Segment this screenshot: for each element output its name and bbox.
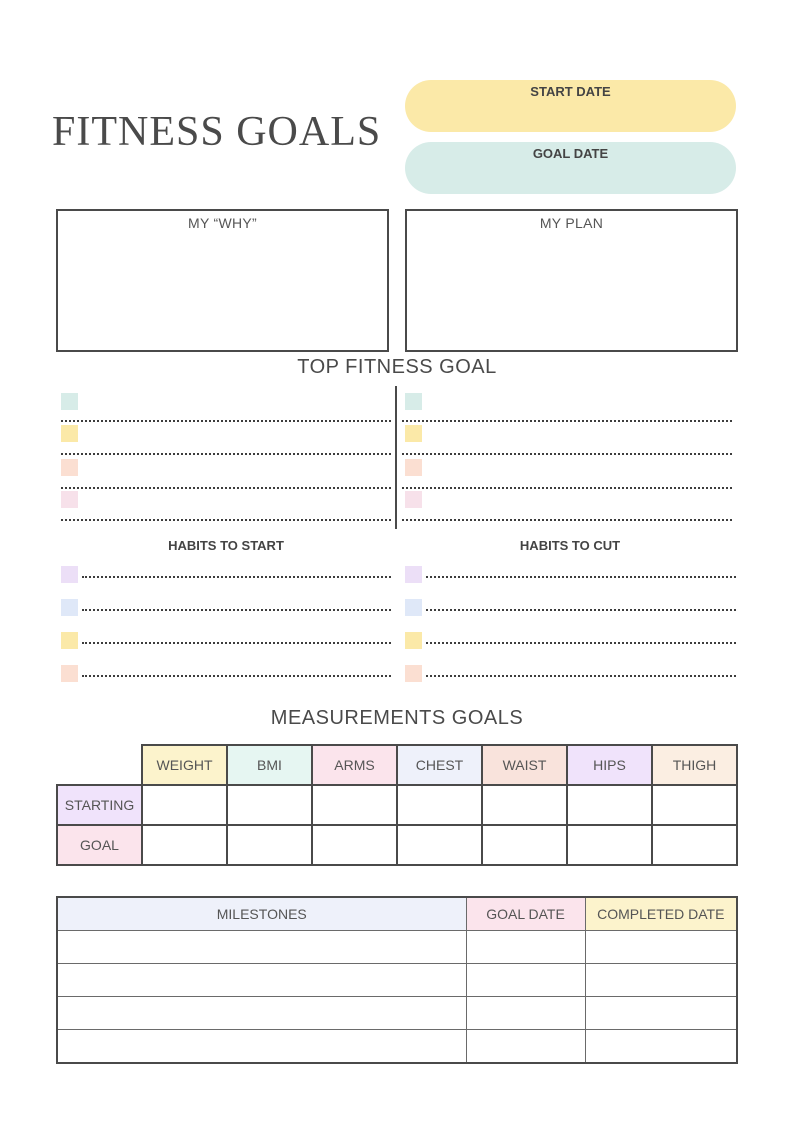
header-weight: WEIGHT bbox=[142, 745, 227, 785]
table-cell[interactable] bbox=[142, 825, 227, 865]
header-waist: WAIST bbox=[482, 745, 567, 785]
table-cell[interactable] bbox=[585, 1030, 737, 1064]
header-completed-date: COMPLETED DATE bbox=[585, 897, 737, 931]
checkbox[interactable] bbox=[61, 393, 78, 410]
table-cell[interactable] bbox=[57, 964, 466, 997]
checkbox[interactable] bbox=[61, 566, 78, 583]
table-cell[interactable] bbox=[466, 1030, 585, 1064]
checkbox[interactable] bbox=[405, 632, 422, 649]
table-cell[interactable] bbox=[466, 964, 585, 997]
milestones-table bbox=[56, 896, 738, 1064]
top-fitness-goal-title: TOP FITNESS GOAL bbox=[297, 356, 497, 378]
header-goal-date: GOAL DATE bbox=[466, 897, 585, 931]
header-chest: CHEST bbox=[397, 745, 482, 785]
table-cell[interactable] bbox=[57, 997, 466, 1030]
checkbox[interactable] bbox=[405, 665, 422, 682]
habit-line[interactable] bbox=[426, 675, 736, 677]
table-cell[interactable] bbox=[397, 825, 482, 865]
habits-to-start-label: HABITS TO START bbox=[168, 538, 284, 553]
table-row bbox=[57, 997, 737, 1030]
goal-line[interactable] bbox=[402, 487, 732, 489]
header-bmi: BMI bbox=[227, 745, 312, 785]
table-cell[interactable] bbox=[466, 931, 585, 964]
table-cell[interactable] bbox=[142, 785, 227, 825]
checkbox[interactable] bbox=[405, 459, 422, 476]
checkbox[interactable] bbox=[405, 491, 422, 508]
checkbox[interactable] bbox=[61, 425, 78, 442]
header-milestones: MILESTONES bbox=[57, 897, 466, 931]
header-hips: HIPS bbox=[567, 745, 652, 785]
goal-line[interactable] bbox=[61, 519, 391, 521]
goal-line[interactable] bbox=[402, 453, 732, 455]
table-row bbox=[57, 785, 737, 825]
table-row bbox=[57, 964, 737, 997]
goal-line[interactable] bbox=[61, 487, 391, 489]
habit-line[interactable] bbox=[82, 642, 391, 644]
table-cell[interactable] bbox=[585, 997, 737, 1030]
checkbox[interactable] bbox=[61, 632, 78, 649]
habit-line[interactable] bbox=[82, 675, 391, 677]
habit-line[interactable] bbox=[426, 576, 736, 578]
habit-line[interactable] bbox=[426, 609, 736, 611]
my-plan-label: MY PLAN bbox=[539, 215, 604, 231]
table-cell[interactable] bbox=[57, 931, 466, 964]
table-row bbox=[57, 825, 737, 865]
habit-line[interactable] bbox=[82, 609, 391, 611]
my-plan-box[interactable] bbox=[405, 209, 738, 352]
table-cell[interactable] bbox=[567, 785, 652, 825]
goal-line[interactable] bbox=[61, 453, 391, 455]
table-row bbox=[57, 1030, 737, 1064]
measurements-table bbox=[56, 744, 738, 866]
row-label-starting: STARTING bbox=[57, 785, 142, 825]
table-cell[interactable] bbox=[585, 964, 737, 997]
checkbox[interactable] bbox=[61, 491, 78, 508]
habits-to-cut-label: HABITS TO CUT bbox=[519, 538, 621, 553]
table-cell[interactable] bbox=[466, 997, 585, 1030]
table-cell[interactable] bbox=[312, 785, 397, 825]
table-cell[interactable] bbox=[482, 785, 567, 825]
divider bbox=[395, 386, 397, 529]
table-cell[interactable] bbox=[585, 931, 737, 964]
table-cell[interactable] bbox=[482, 825, 567, 865]
table-cell[interactable] bbox=[397, 785, 482, 825]
goal-date-field[interactable] bbox=[405, 142, 736, 194]
measurements-goals-title: MEASUREMENTS GOALS bbox=[270, 707, 524, 729]
table-cell[interactable] bbox=[567, 825, 652, 865]
my-why-box[interactable] bbox=[56, 209, 389, 352]
habit-line[interactable] bbox=[426, 642, 736, 644]
goal-line[interactable] bbox=[402, 420, 732, 422]
checkbox[interactable] bbox=[405, 393, 422, 410]
checkbox[interactable] bbox=[405, 599, 422, 616]
goal-date-label: GOAL DATE bbox=[532, 146, 609, 161]
corner-cell bbox=[57, 745, 142, 785]
checkbox[interactable] bbox=[61, 599, 78, 616]
my-why-label: MY “WHY” bbox=[187, 215, 258, 231]
checkbox[interactable] bbox=[405, 425, 422, 442]
start-date-field[interactable] bbox=[405, 80, 736, 132]
checkbox[interactable] bbox=[61, 665, 78, 682]
table-cell[interactable] bbox=[57, 1030, 466, 1064]
table-cell[interactable] bbox=[227, 825, 312, 865]
checkbox[interactable] bbox=[405, 566, 422, 583]
habit-line[interactable] bbox=[82, 576, 391, 578]
header-arms: ARMS bbox=[312, 745, 397, 785]
table-row bbox=[57, 931, 737, 964]
goal-line[interactable] bbox=[61, 420, 391, 422]
checkbox[interactable] bbox=[61, 459, 78, 476]
table-cell[interactable] bbox=[652, 825, 737, 865]
row-label-goal: GOAL bbox=[57, 825, 142, 865]
start-date-label: START DATE bbox=[530, 84, 611, 99]
page-title: FITNESS GOALS bbox=[52, 109, 382, 155]
table-cell[interactable] bbox=[312, 825, 397, 865]
header-thigh: THIGH bbox=[652, 745, 737, 785]
goal-line[interactable] bbox=[402, 519, 732, 521]
table-cell[interactable] bbox=[652, 785, 737, 825]
table-cell[interactable] bbox=[227, 785, 312, 825]
